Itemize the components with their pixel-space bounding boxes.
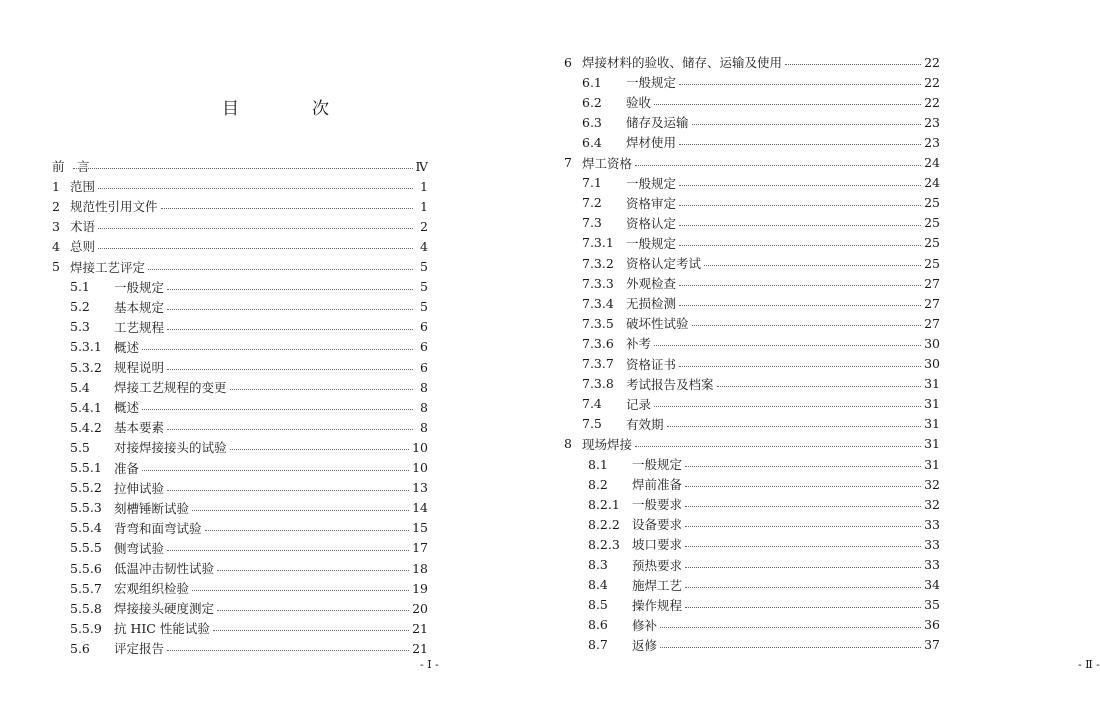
toc-entry-number: 7.1 xyxy=(582,175,602,191)
toc-entry-page: 5 xyxy=(420,299,428,315)
toc-entry-number: 7.3.2 xyxy=(582,255,614,271)
toc-entry-title: 无损检测 xyxy=(626,296,677,312)
page-number-left: - Ⅰ - xyxy=(420,658,439,671)
toc-entry-page: 25 xyxy=(924,255,940,271)
toc-entry[interactable] xyxy=(70,377,428,397)
toc-entry-title: 坡口要求 xyxy=(632,537,683,553)
right-page xyxy=(512,0,1100,724)
toc-entry-number: 7.3.7 xyxy=(582,356,614,371)
toc-entry-title: 概述 xyxy=(114,400,140,416)
toc-entry-number: 7.3.3 xyxy=(582,275,614,291)
toc-entry-title: 储存及运输 xyxy=(626,115,689,131)
toc-entry-title: 低温冲击韧性试验 xyxy=(114,561,215,576)
dot-leader xyxy=(167,549,409,551)
toc-entry-title: 规范性引用文件 xyxy=(70,199,158,215)
dot-leader xyxy=(142,408,413,410)
toc-entry[interactable] xyxy=(582,92,940,112)
toc-entry[interactable] xyxy=(70,297,428,317)
toc-entry[interactable] xyxy=(70,337,428,357)
dot-leader xyxy=(167,649,409,651)
toc-entry-page: 6 xyxy=(420,339,428,355)
toc-entry-number: 6.4 xyxy=(582,134,602,150)
toc-entry[interactable] xyxy=(588,575,940,595)
toc-entry[interactable] xyxy=(582,193,940,213)
toc-entry-page: 22 xyxy=(924,54,940,70)
toc-entry-title: 破坏性试验 xyxy=(626,316,689,332)
toc-entry-page: 15 xyxy=(412,520,428,536)
dot-leader xyxy=(685,586,921,588)
toc-entry[interactable] xyxy=(588,534,940,554)
toc-entry-number: 5.5.1 xyxy=(70,460,102,475)
toc-entry-page: 33 xyxy=(924,536,940,552)
toc-entry-page: 1 xyxy=(420,198,428,214)
toc-entry-title: 焊接材料的验收、储存、运输及使用 xyxy=(582,55,783,70)
toc-entry-title: 概述 xyxy=(114,339,140,355)
toc-entry-number: 8.6 xyxy=(588,617,608,633)
toc-entry-number: 5.3.2 xyxy=(70,359,102,375)
toc-entry-page: 14 xyxy=(412,500,428,516)
toc-entry-page: 4 xyxy=(420,238,428,254)
toc-entry-number: 5.5.6 xyxy=(70,560,102,576)
dot-leader xyxy=(98,247,413,249)
toc-entry-title: 评定报告 xyxy=(114,641,165,657)
dot-leader xyxy=(635,445,921,447)
toc-entry-page: Ⅳ xyxy=(415,158,428,174)
toc-entry-number: 6 xyxy=(564,54,572,70)
toc-entry-page: 27 xyxy=(924,275,940,291)
toc-entry-number: 5.6 xyxy=(70,640,90,656)
toc-entry-page: 8 xyxy=(420,399,428,415)
toc-entry-title: 工艺规程 xyxy=(114,319,165,335)
toc-entry-number: 8.7 xyxy=(588,637,608,653)
toc-entry[interactable] xyxy=(588,635,940,655)
dot-leader xyxy=(679,184,921,186)
toc-entry-number: 7.3.8 xyxy=(582,376,614,392)
toc-entry[interactable] xyxy=(582,333,940,353)
dot-leader xyxy=(230,448,410,450)
toc-entry[interactable] xyxy=(70,498,428,518)
toc-entry-page: 27 xyxy=(924,295,940,311)
toc-entry-page: 36 xyxy=(924,617,940,633)
toc-entry-title: 预热要求 xyxy=(632,557,683,573)
toc-entry[interactable] xyxy=(588,494,940,514)
toc-entry-page: 22 xyxy=(924,94,940,110)
toc-entry-page: 34 xyxy=(924,577,940,593)
toc-entry[interactable] xyxy=(582,233,940,253)
toc-entry-number: 5.3 xyxy=(70,319,90,335)
toc-entry[interactable] xyxy=(70,638,428,658)
dot-leader xyxy=(167,368,413,370)
toc-entry[interactable] xyxy=(582,354,940,374)
toc-entry-page: 17 xyxy=(412,540,428,556)
toc-entry[interactable] xyxy=(52,156,428,176)
toc-entry-number: 7.4 xyxy=(582,396,602,412)
toc-entry-title: 焊接接头硬度测定 xyxy=(114,601,215,617)
toc-entry-page: 35 xyxy=(924,597,940,613)
toc-entry[interactable] xyxy=(582,273,940,293)
toc-entry-page: 37 xyxy=(924,637,940,653)
dot-leader xyxy=(217,609,409,611)
dot-leader xyxy=(230,388,413,390)
toc-entry-number: 8.2.3 xyxy=(588,536,620,552)
toc-entry-number: 5.5.2 xyxy=(70,480,102,496)
toc-entry[interactable] xyxy=(70,458,428,478)
dot-leader xyxy=(704,264,921,266)
toc-entry-title: 资格认定 xyxy=(626,215,677,231)
dot-leader xyxy=(685,545,921,547)
toc-entry-title: 抗 HIC 性能试验 xyxy=(114,621,210,637)
toc-entry-page: 18 xyxy=(412,560,428,576)
toc-entry-page: 20 xyxy=(412,600,428,616)
toc-entry[interactable] xyxy=(582,374,940,394)
toc-entry-number: 5.5.5 xyxy=(70,540,102,556)
toc-entry[interactable] xyxy=(70,578,428,598)
toc-entry[interactable] xyxy=(70,277,428,297)
toc-entry-number: 5.4.2 xyxy=(70,419,102,435)
toc-entry-page: 25 xyxy=(924,195,940,211)
dot-leader xyxy=(679,244,921,246)
toc-entry-title: 焊前准备 xyxy=(632,477,683,493)
toc-entry-title: 施焊工艺 xyxy=(632,577,683,593)
toc-entry[interactable] xyxy=(70,558,428,578)
dot-leader xyxy=(161,207,413,209)
dot-leader xyxy=(635,164,921,166)
toc-entry-title: 总则 xyxy=(70,239,96,255)
toc-entry-title: 侧弯试验 xyxy=(114,540,165,556)
dot-leader xyxy=(785,63,921,65)
dot-leader xyxy=(679,365,921,367)
dot-leader xyxy=(654,344,921,346)
dot-leader xyxy=(142,469,409,471)
toc-entry-title: 刻槽锤断试验 xyxy=(114,500,190,516)
toc-entry-page: 31 xyxy=(924,436,940,452)
toc-entry-title: 记录 xyxy=(626,396,652,412)
toc-entry-number: 5.5.4 xyxy=(70,520,102,536)
dot-leader xyxy=(98,227,413,229)
toc-entry-number: 7.3 xyxy=(582,215,602,231)
toc-entry[interactable] xyxy=(70,437,428,457)
toc-entry-title: 资格认定考试 xyxy=(626,256,702,271)
toc-entry-number: 4 xyxy=(52,238,60,254)
toc-entry-number: 5.4.1 xyxy=(70,399,102,415)
dot-leader xyxy=(217,569,409,571)
toc-entry-page: 5 xyxy=(420,279,428,295)
toc-entry-title: 一般规定 xyxy=(626,75,677,91)
dot-leader xyxy=(692,324,922,326)
dot-leader xyxy=(685,525,921,527)
toc-entry[interactable] xyxy=(70,478,428,498)
toc-entry-title: 修补 xyxy=(632,617,658,633)
dot-leader xyxy=(148,268,413,270)
toc-entry[interactable] xyxy=(582,173,940,193)
toc-entry-number: 前 言 xyxy=(52,159,90,174)
toc-entry-title: 资格审定 xyxy=(626,195,677,211)
page-number-right: - Ⅱ - xyxy=(1078,658,1100,671)
dot-leader xyxy=(205,529,410,531)
toc-entry[interactable] xyxy=(70,397,428,417)
toc-entry-title: 基本要素 xyxy=(114,420,165,436)
toc-entry[interactable] xyxy=(564,434,940,454)
left-page xyxy=(0,0,512,724)
toc-entry-page: 8 xyxy=(420,419,428,435)
toc-entry-title: 焊材使用 xyxy=(626,135,677,151)
toc-entry-page: 25 xyxy=(924,215,940,231)
toc-entry-page: 1 xyxy=(420,178,428,194)
toc-entry-title: 基本规定 xyxy=(114,299,165,315)
dot-leader xyxy=(679,83,921,85)
dot-leader xyxy=(167,308,413,310)
toc-entry-page: 21 xyxy=(412,640,428,656)
toc-entry-number: 8 xyxy=(564,436,572,452)
toc-entry-number: 7 xyxy=(564,155,572,170)
toc-entry[interactable] xyxy=(582,112,940,132)
toc-entry-page: 24 xyxy=(924,175,940,191)
toc-entry-number: 6.2 xyxy=(582,94,602,110)
dot-leader xyxy=(679,143,921,145)
dot-leader xyxy=(167,328,413,330)
dot-leader xyxy=(679,204,921,206)
toc-entry-number: 8.5 xyxy=(588,597,608,613)
toc-entry-number: 1 xyxy=(52,178,60,194)
dot-leader xyxy=(692,123,922,125)
toc-entry[interactable] xyxy=(70,317,428,337)
toc-entry[interactable] xyxy=(52,176,428,196)
dot-leader xyxy=(654,103,921,105)
toc-entry-title: 宏观组织检验 xyxy=(114,581,190,597)
dot-leader xyxy=(685,465,921,467)
toc-entry-title: 背弯和面弯试验 xyxy=(114,520,202,536)
toc-entry-number: 8.2 xyxy=(588,476,608,492)
toc-entry-title: 考试报告及档案 xyxy=(626,376,714,392)
toc-entry[interactable] xyxy=(582,394,940,414)
toc-entry[interactable] xyxy=(70,598,428,618)
toc-entry-number: 5.5.8 xyxy=(70,600,102,616)
toc-entry-page: 25 xyxy=(924,235,940,251)
toc-entry-number: 5.1 xyxy=(70,279,90,295)
toc-entry-page: 2 xyxy=(420,218,428,234)
toc-entry-title: 操作规程 xyxy=(632,597,683,613)
toc-entry-page: 5 xyxy=(420,259,428,274)
toc-entry-number: 8.2.1 xyxy=(588,496,620,512)
toc-entry-title: 规程说明 xyxy=(114,360,165,375)
toc-entry-number: 7.3.6 xyxy=(582,335,614,351)
toc-entry-number: 8.2.2 xyxy=(588,516,620,532)
toc-entry-number: 5.5.3 xyxy=(70,500,102,516)
toc-entry-number: 7.3.4 xyxy=(582,295,614,311)
toc-entry-number: 5.2 xyxy=(70,299,90,315)
toc-entry[interactable] xyxy=(588,474,940,494)
toc-entry-page: 6 xyxy=(420,359,428,375)
dot-leader xyxy=(679,304,921,306)
toc-entry-title: 一般规定 xyxy=(114,279,165,295)
toc-entry-title: 准备 xyxy=(114,460,140,476)
dot-leader xyxy=(679,284,921,286)
toc-entry-number: 6.3 xyxy=(582,114,602,130)
toc-entry-title: 一般要求 xyxy=(632,497,683,513)
dot-leader xyxy=(192,509,409,511)
dot-leader xyxy=(685,485,921,487)
toc-entry[interactable] xyxy=(588,615,940,635)
toc-entry-title: 对接焊接接头的试验 xyxy=(114,440,227,456)
dot-leader xyxy=(167,428,413,430)
toc-entry-number: 8.4 xyxy=(588,577,608,593)
toc-entry-page: 8 xyxy=(420,379,428,395)
dot-leader xyxy=(685,606,921,608)
dot-leader xyxy=(667,425,922,427)
toc-entry-page: 33 xyxy=(924,557,940,572)
toc-entry-number: 8.1 xyxy=(588,456,608,472)
toc-entry-page: 32 xyxy=(924,496,940,512)
dot-leader xyxy=(717,385,922,387)
dot-leader xyxy=(142,348,413,350)
toc-entry[interactable] xyxy=(564,153,940,173)
toc-entry-page: 31 xyxy=(924,456,940,472)
toc-entry-page: 30 xyxy=(924,335,940,351)
toc-entry-number: 7.3.5 xyxy=(582,315,614,331)
toc-entry-number: 3 xyxy=(52,218,60,234)
toc-entry[interactable] xyxy=(52,257,428,277)
toc-title: 目 次 xyxy=(222,99,357,119)
dot-leader xyxy=(660,646,921,648)
toc-entry-title: 术语 xyxy=(70,219,96,235)
dot-leader xyxy=(679,224,921,226)
dot-leader xyxy=(654,405,921,407)
toc-entry-number: 7.3.1 xyxy=(582,235,614,251)
toc-entry[interactable] xyxy=(70,357,428,377)
toc-entry-title: 一般规定 xyxy=(626,235,677,251)
toc-entry-title: 焊接工艺评定 xyxy=(70,259,146,275)
toc-entry-page: 31 xyxy=(924,416,940,432)
toc-entry-title: 焊工资格 xyxy=(582,155,633,171)
toc-entry-number: 5.4 xyxy=(70,379,90,395)
toc-entry[interactable] xyxy=(588,595,940,615)
toc-entry-page: 23 xyxy=(924,114,940,130)
toc-entry[interactable] xyxy=(70,518,428,538)
dot-leader xyxy=(192,589,409,591)
toc-entry-number: 5.3.1 xyxy=(70,339,102,355)
toc-entry-number: 5 xyxy=(52,259,60,274)
toc-entry-page: 27 xyxy=(924,315,940,331)
toc-entry-number: 8.3 xyxy=(588,557,608,572)
toc-entry-page: 6 xyxy=(420,319,428,335)
toc-entry-title: 验收 xyxy=(626,95,652,111)
toc-entry-title: 范围 xyxy=(70,179,96,195)
toc-entry[interactable] xyxy=(588,514,940,534)
toc-entry-page: 10 xyxy=(412,460,428,475)
toc-entry-title: 外观检查 xyxy=(626,276,677,292)
toc-entry-page: 31 xyxy=(924,396,940,412)
toc-entry[interactable] xyxy=(582,313,940,333)
toc-entry[interactable] xyxy=(588,555,940,575)
toc-entry[interactable] xyxy=(52,216,428,236)
dot-leader xyxy=(98,187,413,189)
toc-entry-page: 13 xyxy=(412,480,428,496)
toc-entry-title: 资格证书 xyxy=(626,356,677,372)
toc-entry[interactable] xyxy=(582,132,940,152)
dot-leader xyxy=(73,167,413,169)
toc-entry-number: 6.1 xyxy=(582,74,602,90)
toc-entry-number: 5.5.9 xyxy=(70,620,102,636)
toc-entry-number: 7.2 xyxy=(582,195,602,211)
toc-entry-page: 32 xyxy=(924,476,940,492)
dot-leader xyxy=(167,489,409,491)
toc-entry-number: 2 xyxy=(52,198,60,214)
toc-entry-page: 10 xyxy=(412,439,428,455)
toc-entry[interactable] xyxy=(582,253,940,273)
toc-entry[interactable] xyxy=(588,454,940,474)
toc-entry-title: 焊接工艺规程的变更 xyxy=(114,380,227,396)
toc-entry-page: 24 xyxy=(924,155,940,170)
toc-entry[interactable] xyxy=(52,196,428,216)
toc-entry[interactable] xyxy=(582,213,940,233)
toc-entry[interactable] xyxy=(70,417,428,437)
toc-entry-title: 有效期 xyxy=(626,416,664,432)
toc-entry-page: 22 xyxy=(924,74,940,90)
toc-entry-page: 33 xyxy=(924,516,940,532)
toc-entry-title: 拉伸试验 xyxy=(114,480,165,496)
toc-entry-title: 一般规定 xyxy=(626,175,677,191)
toc-entry[interactable] xyxy=(582,414,940,434)
toc-entry-page: 30 xyxy=(924,356,940,371)
dot-leader xyxy=(660,626,921,628)
toc-entry-page: 19 xyxy=(412,580,428,596)
toc-entry-title: 设备要求 xyxy=(632,517,683,533)
dot-leader xyxy=(213,629,409,631)
toc-entry-title: 返修 xyxy=(632,637,658,653)
toc-entry-number: 7.5 xyxy=(582,416,602,432)
toc-entry[interactable] xyxy=(564,52,940,72)
toc-entry[interactable] xyxy=(582,293,940,313)
toc-entry-page: 21 xyxy=(412,620,428,636)
toc-entry-page: 31 xyxy=(924,376,940,392)
toc-entry[interactable] xyxy=(52,236,428,256)
dot-leader xyxy=(685,505,921,507)
toc-entry-title: 现场焊接 xyxy=(582,436,633,452)
toc-entry-number: 5.5 xyxy=(70,439,90,455)
dot-leader xyxy=(685,566,921,568)
toc-entry[interactable] xyxy=(582,72,940,92)
toc-entry-page: 23 xyxy=(924,134,940,150)
toc-entry[interactable] xyxy=(70,538,428,558)
dot-leader xyxy=(167,288,413,290)
toc-entry[interactable] xyxy=(70,618,428,638)
toc-entry-number: 5.5.7 xyxy=(70,580,102,596)
toc-entry-title: 一般规定 xyxy=(632,457,683,472)
toc-entry-title: 补考 xyxy=(626,336,652,352)
